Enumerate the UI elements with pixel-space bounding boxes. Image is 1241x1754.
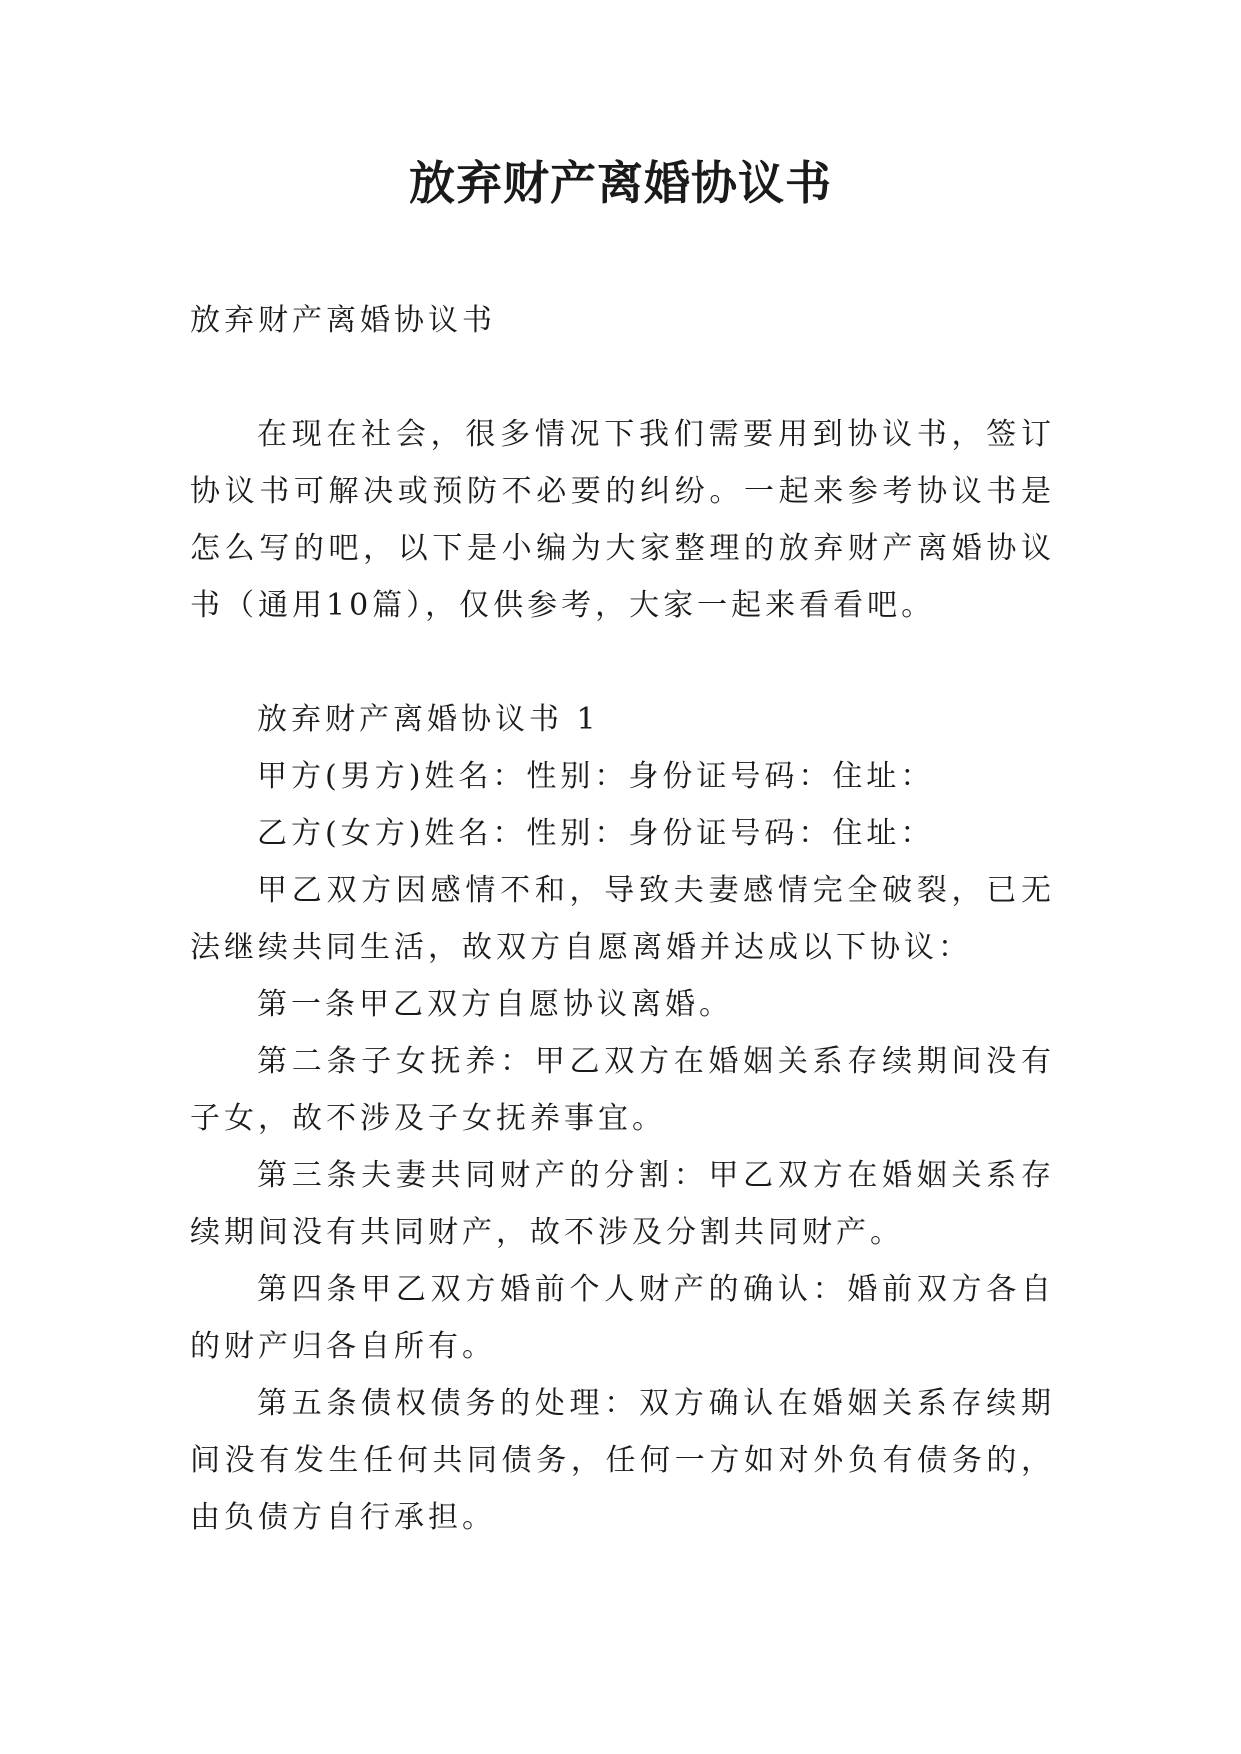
intro-paragraph: 在现在社会，很多情况下我们需要用到协议书，签订协议书可解决或预防不必要的纠纷。一起来参考协议书是怎么写的吧，以下是小编为大家整理的放弃财产离婚协议书（通用10篇），仅供参考，大家一起来看看吧。 xyxy=(190,417,1055,623)
article-3: 第三条夫妻共同财产的分割：甲乙双方在婚姻关系存续期间没有共同财产，故不涉及分割共同财产。 xyxy=(190,1158,1055,1250)
preamble-paragraph: 甲乙双方因感情不和，导致夫妻感情完全破裂，已无法继续共同生活，故双方自愿离婚并达成以下协议： xyxy=(190,873,1055,965)
article-5: 第五条债权债务的处理：双方确认在婚姻关系存续期间没有发生任何共同债务，任何一方如对外负有债务的，由负债方自行承担。 xyxy=(190,1386,1055,1535)
document-body xyxy=(190,292,1055,1546)
article-2: 第二条子女抚养：甲乙双方在婚姻关系存续期间没有子女，故不涉及子女抚养事宜。 xyxy=(190,1044,1055,1136)
party-a-line: 甲方(男方)姓名：性别：身份证号码：住址： xyxy=(257,759,935,794)
article-4: 第四条甲乙双方婚前个人财产的确认：婚前双方各自的财产归各自所有。 xyxy=(190,1272,1055,1364)
document-subheading: 放弃财产离婚协议书 xyxy=(190,303,496,338)
document-title: 放弃财产离婚协议书 xyxy=(409,156,832,210)
party-b-line: 乙方(女方)姓名：性别：身份证号码：住址： xyxy=(257,816,935,851)
article-1: 第一条甲乙双方自愿协议离婚。 xyxy=(257,987,733,1022)
section-heading: 放弃财产离婚协议书 1 xyxy=(257,702,600,737)
